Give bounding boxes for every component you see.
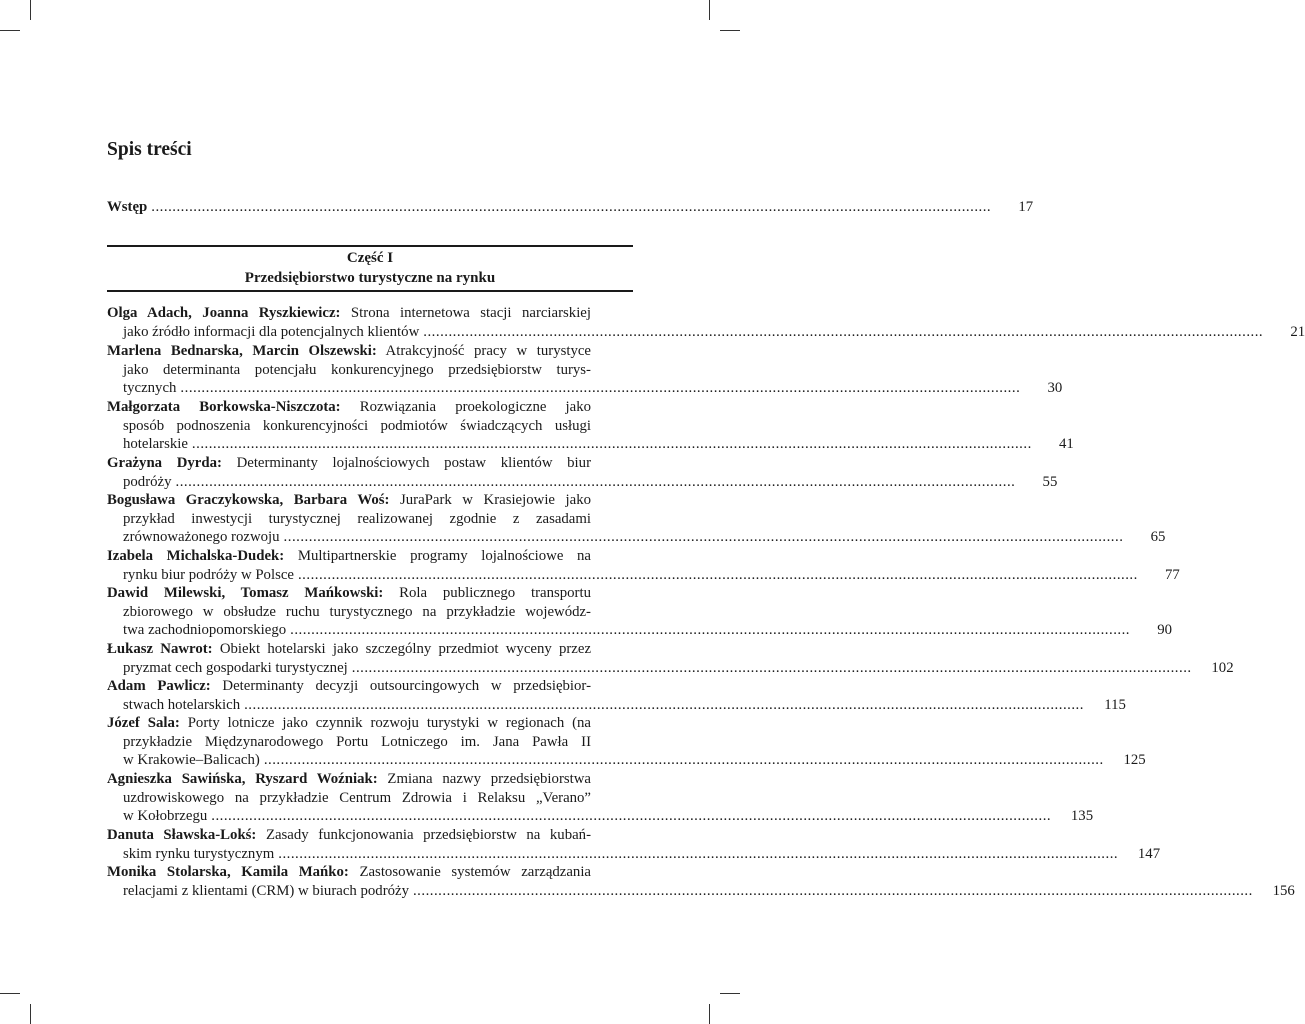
entry-title-start: Rola publicznego transportu [399,585,591,601]
entry-first-line [107,863,591,882]
toc-entry[interactable] [107,398,1074,454]
page-number: 156 [1272,882,1295,899]
entry-title-end: podróży [123,473,172,490]
page-number: 135 [1070,808,1094,824]
toc-entry[interactable] [107,304,1305,341]
entry-title-end: tycznych [123,380,177,396]
toc-entry[interactable] [107,677,1126,714]
entry-title-end: jako źródło informacji dla potencjalnych klientów [123,323,420,340]
page-number: 102 [1211,659,1234,676]
entry-title-start: Porty lotnicze jako czynnik rozwoju turystyki w regionach (na [187,715,591,731]
toc-entry[interactable] [107,454,1058,491]
entry-title-start: Zasady funkcjonowania przedsiębiorstw na kubań- [265,827,591,843]
entry-title-start: JuraPark w Krasiejowie jako [400,492,592,508]
entry-title-end: w Krakowie–Balicach) [123,752,260,768]
entry-title-end: zrównoważonego rozwoju [123,529,280,545]
dot-leader: ........................................................................................................................................................................................................ [423,323,1264,340]
section-rule-top [107,245,633,247]
page-title: Spis treści [107,139,192,160]
entry-authors: Izabela Michalska-Dudek: [107,548,285,564]
entry-title-end: relacjami z klientami (CRM) w biurach podróży [123,882,409,899]
entry-authors: Dawid Milewski, Tomasz Mańkowski: [107,585,384,601]
entry-authors: Agnieszka Sawińska, Ryszard Woźniak: [107,771,378,787]
dot-leader: ........................................................................................................................................................................................................ [180,380,1021,396]
entry-first-line [107,547,591,566]
toc-entry[interactable] [107,491,1166,547]
toc-entry[interactable] [107,826,1161,863]
entry-title-start: Multipartnerskie programy lojalnościowe na [297,548,591,564]
entry-title-middle: uzdrowiskowego na przykładzie Centrum Zdrowia i Relaksu „Verano” [123,789,591,806]
dot-leader: ........................................................................................................................................................................................................ [412,882,1253,899]
toc-entry[interactable] [107,770,1094,826]
entry-authors: Bogusława Graczykowska, Barbara Woś: [107,492,390,508]
entry-title-middle: jako determinanta potencjału konkurencyjnego przedsiębiorstw turys- [123,361,591,378]
entry-first-line [107,304,591,323]
page-number: 65 [1150,529,1166,545]
section-rule-bottom [107,290,633,292]
page-number: 30 [1047,380,1063,396]
part-number: Część I [346,250,394,266]
entry-title-middle: przykład inwestycji turystycznej realizowanej zgodnie z zasadami [123,510,591,527]
entry-first-line [107,491,591,510]
dot-leader: ........................................................................................................................................................................................................ [297,566,1138,583]
entry-authors: Danuta Sławska-Lokś: [107,827,257,843]
dot-leader: ........................................................................................................................................................................................................ [151,199,992,215]
toc-entry[interactable] [107,547,1180,584]
entry-authors: Łukasz Nawrot: [107,641,213,657]
page-number: 90 [1157,622,1172,638]
entry-title-middle: zbiorowego w obsłudze ruchu turystycznego na przykładzie wojewódz- [123,603,591,620]
entry-first-line [107,454,591,473]
entry-first-line [107,640,591,659]
entry-title-start: Atrakcyjność pracy w turystyce [385,343,591,359]
entry-title-end: hotelarskie [123,436,188,452]
dot-leader: ........................................................................................................................................................................................................ [351,659,1192,676]
dot-leader: ........................................................................................................................................................................................................ [191,436,1032,452]
crop-mark [0,993,20,994]
entry-first-line [107,714,591,733]
dot-leader: ........................................................................................................................................................................................................ [278,845,1119,862]
entry-first-line [107,398,591,417]
entry-title-start: Obiekt hotelarski jako szczególny przedmiot wyceny przez [219,641,592,657]
crop-mark [0,30,20,31]
page-number: 55 [1042,473,1058,490]
entry-title-start: Strona internetowa stacji narciarskiej [350,305,591,321]
entry-title-end: rynku biur podróży w Polsce [123,566,294,583]
entry-first-line [107,826,591,845]
entry-first-line [107,342,591,361]
dot-leader: ........................................................................................................................................................................................................ [175,473,1016,490]
crop-mark [720,993,740,994]
entry-title-start: Determinanty lojalnościowych postaw klientów biur [236,455,591,471]
toc-entry[interactable] [107,342,1063,398]
toc-entry[interactable] [107,584,1172,640]
part-title: Przedsiębiorstwo turystyczne na rynku [244,270,496,286]
entry-title-end: skim rynku turystycznym [123,845,275,862]
entry-title-start: Rozwiązania proekologiczne jako [359,399,591,415]
entry-first-line [107,677,591,696]
page-number: 147 [1137,845,1161,862]
toc-entry[interactable] [107,863,1295,900]
intro-label: Wstęp [107,199,148,215]
entry-first-line [107,584,591,603]
entry-authors: Adam Pawlicz: [107,678,211,694]
entry-title-start: Determinanty decyzji outsourcingowych w przedsiębior- [222,678,591,694]
entry-authors: Grażyna Dyrda: [107,455,222,471]
crop-mark [709,1004,710,1024]
toc-intro[interactable] [107,198,1034,217]
dot-leader: ........................................................................................................................................................................................................ [290,622,1130,638]
entry-title-middle: przykładzie Międzynarodowego Portu Lotniczego im. Jana Pawła II [123,733,591,750]
entry-authors: Monika Stolarska, Kamila Mańko: [107,864,349,880]
entry-authors: Małgorzata Borkowska-Niszczota: [107,399,341,415]
entry-title-end: pryzmat cech gospodarki turystycznej [123,659,348,676]
entry-title-start: Zastosowanie systemów zarządzania [359,864,592,880]
entry-title-end: w Kołobrzegu [123,808,208,824]
toc-entry[interactable] [107,640,1234,677]
page-number: 21 [1290,323,1305,340]
crop-mark [709,0,710,20]
entry-title-start: Zmiana nazwy przedsiębiorstwa [387,771,591,787]
page-number: 77 [1165,566,1180,583]
entry-authors: Marlena Bednarska, Marcin Olszewski: [107,343,377,359]
dot-leader: ........................................................................................................................................................................................................ [211,808,1052,824]
dot-leader: ........................................................................................................................................................................................................ [244,696,1084,713]
entry-first-line [107,770,591,789]
entry-title-end: stwach hotelarskich [123,696,241,713]
dot-leader: ........................................................................................................................................................................................................ [283,529,1124,545]
entry-authors: Józef Sala: [107,715,180,731]
page-number: 115 [1104,696,1126,713]
crop-mark [30,1004,31,1024]
entry-title-end: twa zachodniopomorskiego [123,622,287,638]
crop-mark [30,0,31,20]
toc-entry[interactable] [107,714,1146,770]
entry-title-middle: sposób podnoszenia konkurencyjności podmiotów świadczących usługi [123,417,591,434]
entry-authors: Olga Adach, Joanna Ryszkiewicz: [107,305,341,321]
dot-leader: ........................................................................................................................................................................................................ [263,752,1104,768]
page-number: 17 [1018,199,1034,215]
page-number: 41 [1058,436,1074,452]
crop-mark [720,30,740,31]
page-number: 125 [1123,752,1146,768]
